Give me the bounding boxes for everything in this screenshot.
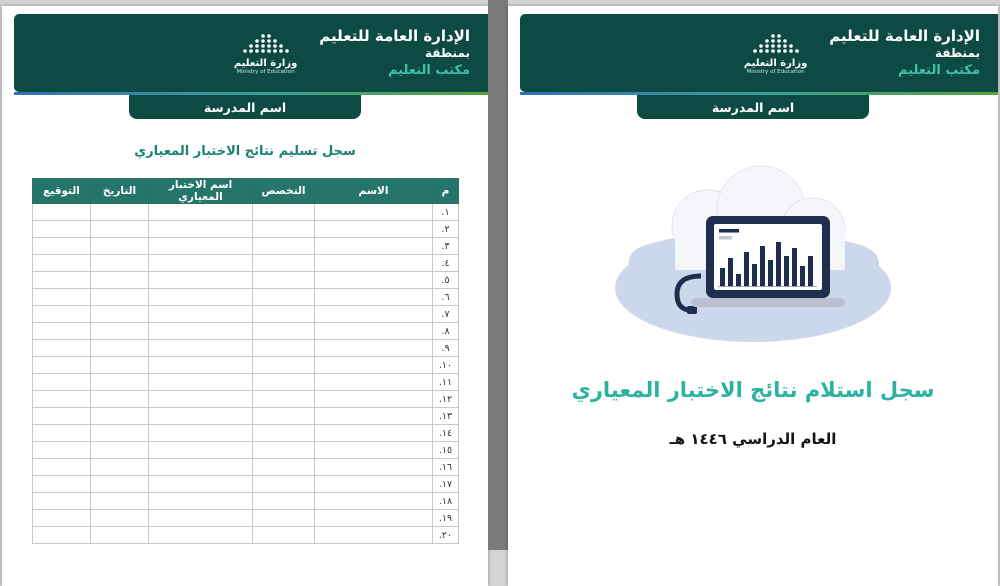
exam-name-cell[interactable] — [149, 527, 253, 544]
org-name-line2: بمنطقة — [424, 45, 470, 60]
row-number-cell: ١٣. — [433, 408, 459, 425]
table-row — [33, 323, 459, 340]
row-number-cell: ١٢. — [433, 391, 459, 408]
date-cell[interactable] — [91, 255, 149, 272]
signature-cell[interactable] — [33, 238, 91, 255]
specialty-cell[interactable] — [253, 323, 315, 340]
date-cell[interactable] — [91, 408, 149, 425]
table-row — [33, 238, 459, 255]
specialty-cell[interactable] — [253, 459, 315, 476]
date-cell[interactable] — [91, 442, 149, 459]
name-cell[interactable] — [315, 476, 433, 493]
specialty-cell[interactable] — [253, 204, 315, 221]
name-cell[interactable] — [315, 289, 433, 306]
table-row — [33, 357, 459, 374]
table-row — [33, 476, 459, 493]
laptop-chart-cloud-illustration — [603, 158, 903, 348]
specialty-cell[interactable] — [253, 425, 315, 442]
specialty-cell[interactable] — [253, 255, 315, 272]
date-cell[interactable] — [91, 340, 149, 357]
table-row — [33, 391, 459, 408]
date-cell[interactable] — [91, 459, 149, 476]
specialty-cell[interactable] — [253, 374, 315, 391]
table-row — [33, 340, 459, 357]
table-row — [33, 459, 459, 476]
column-header-specialty: التخصص — [253, 179, 315, 204]
date-cell[interactable] — [91, 374, 149, 391]
signature-cell[interactable] — [33, 306, 91, 323]
row-number-cell: ١. — [433, 204, 459, 221]
org-name-line1: الإدارة العامة للتعليم — [829, 27, 980, 45]
exam-name-cell[interactable] — [149, 323, 253, 340]
signature-cell[interactable] — [33, 493, 91, 510]
ministry-logo — [744, 31, 807, 76]
table-row — [33, 306, 459, 323]
ministry-logo-english-text: Ministry of Education — [746, 69, 805, 76]
exam-name-cell[interactable] — [149, 340, 253, 357]
date-cell[interactable] — [91, 493, 149, 510]
org-name-line1: الإدارة العامة للتعليم — [319, 27, 470, 45]
page-left — [2, 6, 488, 586]
date-cell[interactable] — [91, 272, 149, 289]
exam-name-cell[interactable] — [149, 306, 253, 323]
org-name-line2: بمنطقة — [934, 45, 980, 60]
row-number-cell: ٥. — [433, 272, 459, 289]
row-number-cell: ٧. — [433, 306, 459, 323]
name-cell[interactable] — [315, 425, 433, 442]
exam-name-cell[interactable] — [149, 255, 253, 272]
name-cell[interactable] — [315, 238, 433, 255]
ministry-banner — [520, 14, 998, 92]
results-table-body — [33, 204, 459, 544]
specialty-cell[interactable] — [253, 340, 315, 357]
signature-cell[interactable] — [33, 340, 91, 357]
column-header-date: التاريخ — [91, 179, 149, 204]
name-cell[interactable] — [315, 357, 433, 374]
name-cell[interactable] — [315, 272, 433, 289]
date-cell[interactable] — [91, 323, 149, 340]
name-cell[interactable] — [315, 221, 433, 238]
table-row — [33, 221, 459, 238]
signature-cell[interactable] — [33, 289, 91, 306]
exam-name-cell[interactable] — [149, 204, 253, 221]
name-cell[interactable] — [315, 527, 433, 544]
ministry-logo-icon — [235, 33, 297, 55]
page-right — [508, 6, 998, 586]
table-row — [33, 204, 459, 221]
org-text-block — [829, 27, 980, 79]
delivery-record-title: سجل تسليم نتائج الاختبار المعياري — [134, 144, 356, 159]
ministry-logo-icon — [745, 33, 807, 55]
academic-year-label: العام الدراسي ١٤٤٦ هـ — [669, 430, 837, 448]
specialty-cell[interactable] — [253, 510, 315, 527]
exam-name-cell[interactable] — [149, 442, 253, 459]
signature-cell[interactable] — [33, 255, 91, 272]
row-number-cell: ١١. — [433, 374, 459, 391]
signature-cell[interactable] — [33, 459, 91, 476]
row-number-cell: ٤. — [433, 255, 459, 272]
signature-cell[interactable] — [33, 391, 91, 408]
school-name-tab[interactable]: اسم المدرسة — [127, 95, 363, 121]
column-header-number: م — [433, 179, 459, 204]
receipt-record-title: سجل استلام نتائج الاختبار المعياري — [571, 378, 935, 402]
signature-cell[interactable] — [33, 527, 91, 544]
name-cell[interactable] — [315, 459, 433, 476]
table-row — [33, 255, 459, 272]
row-number-cell: ٢. — [433, 221, 459, 238]
signature-cell[interactable] — [33, 510, 91, 527]
row-number-cell: ١٩. — [433, 510, 459, 527]
date-cell[interactable] — [91, 204, 149, 221]
date-cell[interactable] — [91, 391, 149, 408]
name-cell[interactable] — [315, 340, 433, 357]
exam-name-cell[interactable] — [149, 357, 253, 374]
name-cell[interactable] — [315, 374, 433, 391]
org-text-block — [319, 27, 470, 79]
exam-name-cell[interactable] — [149, 272, 253, 289]
row-number-cell: ٣. — [433, 238, 459, 255]
date-cell[interactable] — [91, 357, 149, 374]
education-office-label: مكتب التعليم — [898, 62, 980, 78]
row-number-cell: ١٥. — [433, 442, 459, 459]
signature-cell[interactable] — [33, 323, 91, 340]
name-cell[interactable] — [315, 323, 433, 340]
table-row — [33, 510, 459, 527]
exam-name-cell[interactable] — [149, 289, 253, 306]
specialty-cell[interactable] — [253, 476, 315, 493]
table-row — [33, 289, 459, 306]
specialty-cell[interactable] — [253, 527, 315, 544]
results-table — [32, 178, 459, 544]
exam-name-cell[interactable] — [149, 425, 253, 442]
ministry-logo-arabic-text: وزارة التعليم — [743, 58, 808, 70]
table-row — [33, 408, 459, 425]
column-header-signature: التوقيع — [33, 179, 91, 204]
exam-name-cell[interactable] — [149, 459, 253, 476]
column-header-exam-name: اسم الاختبار المعياري — [149, 179, 253, 204]
row-number-cell: ٢٠. — [433, 527, 459, 544]
specialty-cell[interactable] — [253, 493, 315, 510]
exam-name-cell[interactable] — [149, 408, 253, 425]
table-row — [33, 374, 459, 391]
date-cell[interactable] — [91, 527, 149, 544]
specialty-cell[interactable] — [253, 289, 315, 306]
signature-cell[interactable] — [33, 408, 91, 425]
exam-name-cell[interactable] — [149, 476, 253, 493]
date-cell[interactable] — [91, 476, 149, 493]
row-number-cell: ١٦. — [433, 459, 459, 476]
exam-name-cell[interactable] — [149, 238, 253, 255]
school-name-tab[interactable]: اسم المدرسة — [635, 95, 871, 121]
table-row — [33, 442, 459, 459]
table-row — [33, 527, 459, 544]
date-cell[interactable] — [91, 306, 149, 323]
row-number-cell: ١٤. — [433, 425, 459, 442]
date-cell[interactable] — [91, 425, 149, 442]
name-cell[interactable] — [315, 255, 433, 272]
specialty-cell[interactable] — [253, 306, 315, 323]
ministry-logo-english-text: Ministry of Education — [236, 69, 295, 76]
signature-cell[interactable] — [33, 221, 91, 238]
specialty-cell[interactable] — [253, 357, 315, 374]
signature-cell[interactable] — [33, 357, 91, 374]
name-cell[interactable] — [315, 204, 433, 221]
name-cell[interactable] — [315, 442, 433, 459]
ministry-logo-arabic-text: وزارة التعليم — [233, 58, 298, 70]
date-cell[interactable] — [91, 238, 149, 255]
specialty-cell[interactable] — [253, 391, 315, 408]
row-number-cell: ٦. — [433, 289, 459, 306]
row-number-cell: ١٧. — [433, 476, 459, 493]
name-cell[interactable] — [315, 493, 433, 510]
signature-cell[interactable] — [33, 272, 91, 289]
specialty-cell[interactable] — [253, 408, 315, 425]
row-number-cell: ١٨. — [433, 493, 459, 510]
table-row — [33, 272, 459, 289]
specialty-cell[interactable] — [253, 238, 315, 255]
exam-name-cell[interactable] — [149, 374, 253, 391]
signature-cell[interactable] — [33, 204, 91, 221]
signature-cell[interactable] — [33, 442, 91, 459]
exam-name-cell[interactable] — [149, 391, 253, 408]
signature-cell[interactable] — [33, 476, 91, 493]
specialty-cell[interactable] — [253, 442, 315, 459]
specialty-cell[interactable] — [253, 221, 315, 238]
page-gap-divider — [488, 0, 508, 550]
exam-name-cell[interactable] — [149, 221, 253, 238]
exam-name-cell[interactable] — [149, 510, 253, 527]
column-header-name: الاسم — [315, 179, 433, 204]
name-cell[interactable] — [315, 408, 433, 425]
signature-cell[interactable] — [33, 425, 91, 442]
name-cell[interactable] — [315, 391, 433, 408]
row-number-cell: ٨. — [433, 323, 459, 340]
row-number-cell: ١٠. — [433, 357, 459, 374]
name-cell[interactable] — [315, 510, 433, 527]
name-cell[interactable] — [315, 306, 433, 323]
signature-cell[interactable] — [33, 374, 91, 391]
specialty-cell[interactable] — [253, 272, 315, 289]
table-row — [33, 425, 459, 442]
ministry-logo — [234, 31, 297, 76]
exam-name-cell[interactable] — [149, 493, 253, 510]
table-row — [33, 493, 459, 510]
date-cell[interactable] — [91, 510, 149, 527]
date-cell[interactable] — [91, 289, 149, 306]
date-cell[interactable] — [91, 221, 149, 238]
table-header-row — [33, 179, 459, 204]
education-office-label: مكتب التعليم — [388, 62, 470, 78]
row-number-cell: ٩. — [433, 340, 459, 357]
ministry-banner — [14, 14, 488, 92]
